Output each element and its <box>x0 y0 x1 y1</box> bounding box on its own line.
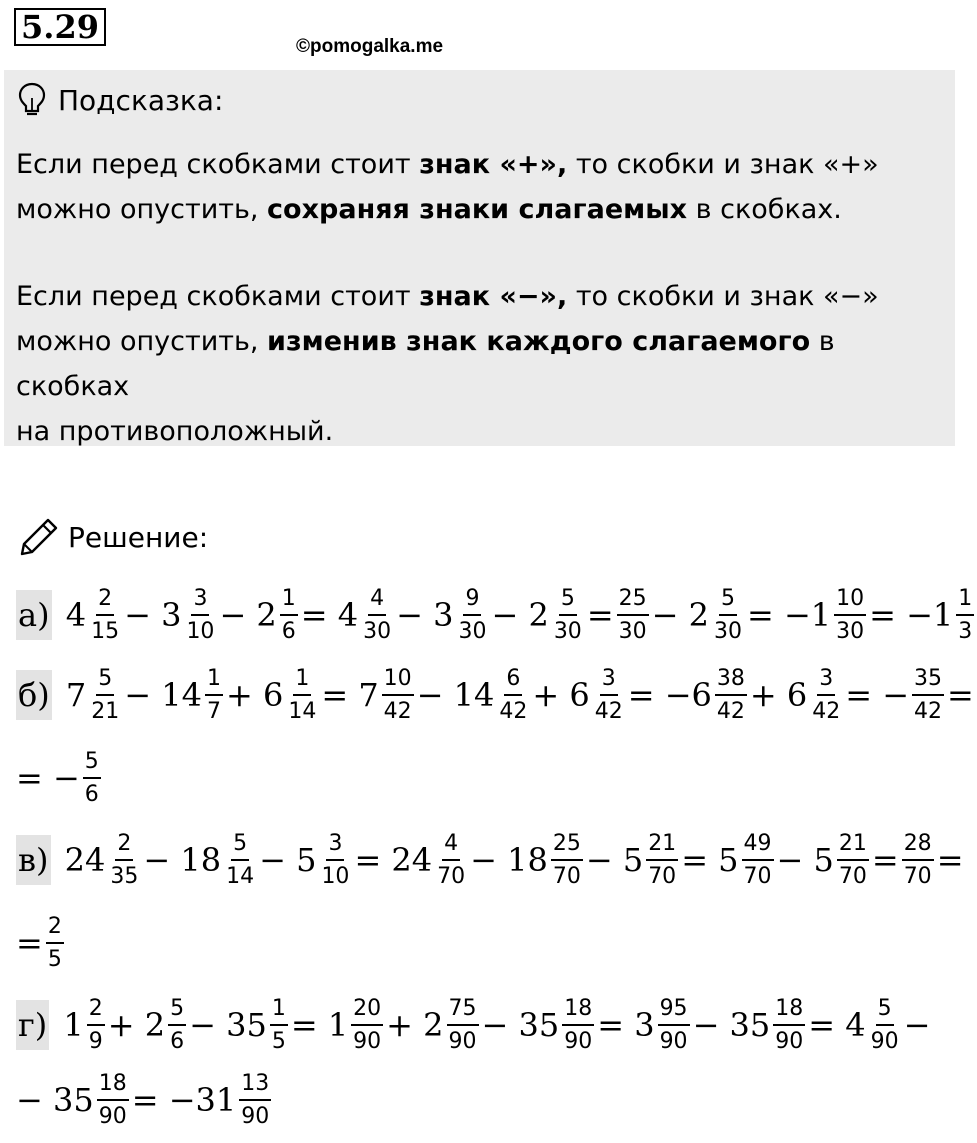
hint-rule-minus-line2 <box>16 319 946 409</box>
fraction <box>319 831 351 890</box>
fraction-numerator: 20 <box>351 996 383 1026</box>
fraction <box>361 586 393 645</box>
fraction-denominator: 30 <box>553 618 582 644</box>
fraction <box>810 666 842 725</box>
fraction <box>562 996 594 1055</box>
fraction <box>286 666 318 725</box>
fraction-denominator: 5 <box>47 946 62 972</box>
fraction <box>834 586 866 645</box>
fraction <box>742 831 774 890</box>
fraction-denominator: 30 <box>618 618 647 644</box>
math-term: = − <box>16 759 80 797</box>
fraction-numerator: 3 <box>191 586 209 616</box>
fraction-denominator: 70 <box>903 863 932 889</box>
fraction-numerator: 10 <box>834 586 866 616</box>
fraction <box>869 996 901 1055</box>
fraction-denominator: 90 <box>564 1028 593 1054</box>
fraction-denominator: 21 <box>91 698 120 724</box>
math-term: 1 <box>53 1006 84 1044</box>
math-term: − 35 <box>692 1006 771 1044</box>
fraction-denominator: 6 <box>281 618 296 644</box>
solution-title: Решение: <box>68 520 209 554</box>
fraction <box>280 586 298 645</box>
fraction <box>551 831 583 890</box>
fraction <box>89 586 121 645</box>
math-term: = <box>16 924 43 962</box>
fraction-numerator: 1 <box>280 586 298 616</box>
fraction-numerator: 5 <box>96 666 114 696</box>
math-term: − 35 <box>481 1006 560 1044</box>
fraction-denominator: 30 <box>458 618 487 644</box>
fraction-numerator: 9 <box>463 586 481 616</box>
item-label: б) <box>16 670 52 720</box>
fraction-denominator: 42 <box>812 698 841 724</box>
math-term: = <box>586 596 614 634</box>
fraction-numerator: 5 <box>83 749 101 779</box>
fraction <box>552 586 584 645</box>
fraction-denominator: 14 <box>288 698 317 724</box>
math-term: = 4 <box>300 596 359 634</box>
fraction-numerator: 18 <box>773 996 805 1026</box>
fraction <box>224 831 256 890</box>
text-segment: то скобки и знак «−» <box>567 281 879 312</box>
fraction-denominator: 30 <box>836 618 865 644</box>
solution-line-v2 <box>16 900 67 986</box>
fraction-denominator: 15 <box>91 618 120 644</box>
fraction <box>658 996 690 1055</box>
solution-line-b1 <box>16 652 974 738</box>
math-term: − 2 <box>651 596 709 634</box>
fraction-numerator: 1 <box>956 586 974 616</box>
fraction-numerator: 1 <box>270 996 288 1026</box>
math-term: 7 <box>55 676 87 714</box>
fraction-denominator: 90 <box>448 1028 477 1054</box>
solution-line-a <box>16 572 977 658</box>
fraction <box>89 666 121 725</box>
fraction-numerator: 95 <box>658 996 690 1026</box>
math-term: = 4 <box>808 1006 866 1044</box>
fraction-denominator: 3 <box>958 618 973 644</box>
hint-rule-minus <box>16 274 946 454</box>
fraction-numerator: 21 <box>646 831 678 861</box>
fraction <box>456 586 488 645</box>
fraction-numerator: 35 <box>912 666 944 696</box>
math-term: = 3 <box>597 1006 655 1044</box>
fraction-denominator: 42 <box>499 698 528 724</box>
fraction-numerator: 2 <box>96 586 114 616</box>
fraction-numerator: 13 <box>239 1071 271 1101</box>
math-term: = −31 <box>131 1081 237 1119</box>
math-term: = 5 <box>681 841 739 879</box>
fraction-denominator: 90 <box>870 1028 899 1054</box>
fraction-numerator: 5 <box>559 586 577 616</box>
fraction-denominator: 30 <box>363 618 392 644</box>
fraction-numerator: 5 <box>168 996 186 1026</box>
math-term: + 2 <box>386 1006 444 1044</box>
fraction-denominator: 6 <box>84 781 99 807</box>
item-label: г) <box>16 1000 49 1050</box>
emphasis-text: сохраняя знаки слагаемых <box>267 194 688 225</box>
emphasis-text: знак «+», <box>419 149 568 180</box>
math-term: = 1 <box>290 1006 349 1044</box>
text-segment: можно опустить, <box>16 326 268 357</box>
math-term: − 18 <box>470 841 548 879</box>
math-term: = − <box>845 676 910 714</box>
fraction-numerator: 2 <box>115 831 133 861</box>
math-term: + 6 <box>532 676 590 714</box>
fraction <box>351 996 383 1055</box>
fraction-denominator: 9 <box>88 1028 103 1054</box>
fraction-denominator: 7 <box>206 698 221 724</box>
math-term: − 3 <box>396 596 454 634</box>
math-term: 24 <box>54 841 106 879</box>
fraction-denominator: 10 <box>186 618 215 644</box>
fraction-denominator: 90 <box>353 1028 382 1054</box>
fraction <box>83 749 101 808</box>
hint-rule-plus <box>16 142 946 232</box>
fraction-denominator: 14 <box>226 863 255 889</box>
hint-rule-minus-line1 <box>16 274 946 319</box>
fraction <box>97 1071 129 1130</box>
hint-rule-plus-line2 <box>16 187 946 232</box>
lightbulb-icon <box>18 82 46 118</box>
emphasis-text: изменив знак каждого слагаемого <box>267 326 811 357</box>
math-term: = 7 <box>321 676 379 714</box>
fraction-numerator: 25 <box>551 831 583 861</box>
math-term: + 6 <box>225 676 284 714</box>
math-term: − 14 <box>124 676 202 714</box>
math-term: − 5 <box>259 841 317 879</box>
hint-header <box>18 80 223 120</box>
fraction-numerator: 1 <box>293 666 311 696</box>
fraction <box>87 996 105 1055</box>
math-term: − 14 <box>416 676 495 714</box>
fraction-numerator: 21 <box>837 831 869 861</box>
fraction-denominator: 42 <box>914 698 943 724</box>
fraction-numerator: 38 <box>715 666 747 696</box>
fraction-numerator: 75 <box>447 996 479 1026</box>
task-number: 5.29 <box>14 8 106 46</box>
pencil-icon <box>18 516 60 558</box>
item-label: а) <box>16 590 52 640</box>
fraction-denominator: 70 <box>437 863 466 889</box>
math-term: + 6 <box>749 676 808 714</box>
text-segment: Если перед скобками стоит <box>16 149 420 180</box>
math-term: = −1 <box>746 596 832 634</box>
fraction-numerator: 28 <box>902 831 934 861</box>
math-term: = <box>936 841 964 879</box>
fraction-numerator: 3 <box>600 666 618 696</box>
fraction <box>712 586 744 645</box>
math-term: = 24 <box>354 841 433 879</box>
hint-rule-minus-line3: на противоположный. <box>16 416 334 447</box>
fraction-numerator: 18 <box>97 1071 129 1101</box>
fraction-denominator: 6 <box>170 1028 185 1054</box>
math-term: = <box>871 841 899 879</box>
fraction-numerator: 25 <box>617 586 649 616</box>
fraction-denominator: 70 <box>743 863 772 889</box>
math-term: − 5 <box>585 841 644 879</box>
fraction-denominator: 90 <box>775 1028 804 1054</box>
fraction-numerator: 49 <box>742 831 774 861</box>
fraction-denominator: 42 <box>383 698 412 724</box>
math-term: − 35 <box>189 1006 267 1044</box>
fraction <box>912 666 944 725</box>
math-term: = <box>947 676 974 714</box>
fraction <box>497 666 529 725</box>
fraction-denominator: 42 <box>716 698 745 724</box>
math-term: − 3 <box>124 596 182 634</box>
fraction <box>435 831 467 890</box>
math-term: 4 <box>55 596 87 634</box>
fraction-numerator: 2 <box>46 914 64 944</box>
solution-line-b2 <box>16 735 104 821</box>
fraction <box>46 914 64 973</box>
fraction-denominator: 10 <box>321 863 350 889</box>
math-term: + 2 <box>107 1006 166 1044</box>
fraction-numerator: 5 <box>876 996 894 1026</box>
hint-title: Подсказка: <box>58 83 224 117</box>
fraction-numerator: 5 <box>231 831 249 861</box>
fraction-numerator: 6 <box>504 666 522 696</box>
fraction-numerator: 4 <box>442 831 460 861</box>
fraction-denominator: 70 <box>648 863 677 889</box>
fraction <box>382 666 414 725</box>
fraction-numerator: 1 <box>205 666 223 696</box>
fraction-denominator: 70 <box>552 863 581 889</box>
fraction-numerator: 3 <box>326 831 344 861</box>
fraction <box>773 996 805 1055</box>
fraction <box>168 996 186 1055</box>
solution-line-g2 <box>16 1057 274 1143</box>
fraction-numerator: 3 <box>817 666 835 696</box>
math-term: − 35 <box>16 1081 94 1119</box>
fraction-denominator: 30 <box>713 618 742 644</box>
text-segment: в скобках. <box>687 194 842 225</box>
fraction-denominator: 35 <box>110 863 139 889</box>
fraction <box>447 996 479 1055</box>
math-term: − 2 <box>219 596 277 634</box>
fraction-numerator: 4 <box>368 586 386 616</box>
fraction <box>108 831 140 890</box>
fraction-denominator: 90 <box>98 1103 127 1129</box>
emphasis-text: знак «−», <box>419 281 568 312</box>
solution-header <box>18 515 208 559</box>
item-label: в) <box>16 835 51 885</box>
solution-line-v1 <box>16 817 964 903</box>
fraction <box>593 666 625 725</box>
text-segment: в скобках <box>16 326 835 402</box>
text-segment: Если перед скобками стоит <box>16 281 420 312</box>
fraction <box>205 666 223 725</box>
fraction-numerator: 10 <box>382 666 414 696</box>
fraction-denominator: 42 <box>594 698 623 724</box>
watermark: ©pomogalka.me <box>296 36 444 57</box>
math-term: = −6 <box>627 676 712 714</box>
math-term: = −1 <box>869 596 954 634</box>
fraction <box>902 831 934 890</box>
fraction-denominator: 90 <box>659 1028 688 1054</box>
fraction <box>239 1071 271 1130</box>
fraction-denominator: 70 <box>838 863 867 889</box>
fraction <box>715 666 747 725</box>
fraction <box>837 831 869 890</box>
fraction <box>617 586 649 645</box>
fraction-numerator: 2 <box>87 996 105 1026</box>
math-term: − 2 <box>491 596 549 634</box>
math-term: − 18 <box>143 841 222 879</box>
fraction-denominator: 90 <box>241 1103 270 1129</box>
fraction-numerator: 18 <box>562 996 594 1026</box>
text-segment: можно опустить, <box>16 194 268 225</box>
hint-rule-plus-line1 <box>16 142 946 187</box>
fraction <box>270 996 288 1055</box>
fraction-denominator: 5 <box>271 1028 286 1054</box>
fraction <box>646 831 678 890</box>
solution-line-g1 <box>16 982 930 1068</box>
fraction <box>956 586 974 645</box>
fraction-numerator: 5 <box>719 586 737 616</box>
fraction <box>184 586 216 645</box>
math-term: − <box>903 1006 931 1044</box>
text-segment: то скобки и знак «+» <box>567 149 879 180</box>
math-term: − 5 <box>776 841 834 879</box>
